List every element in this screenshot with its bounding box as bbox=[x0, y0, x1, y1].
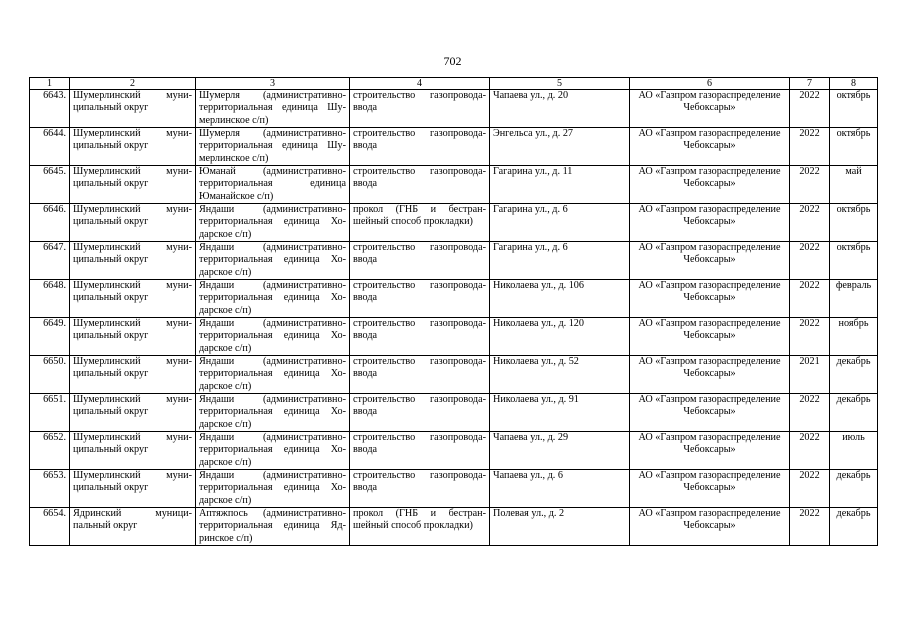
month-cell: декабрь bbox=[830, 470, 878, 508]
row-number: 6650. bbox=[30, 356, 70, 394]
year-cell: 2022 bbox=[790, 470, 830, 508]
work-type-cell: строительство газопровода-ввода bbox=[350, 318, 490, 356]
table-row bbox=[30, 356, 878, 394]
district-cell: Шумерлинский муни-ципальный округ bbox=[70, 242, 196, 280]
row-number: 6649. bbox=[30, 318, 70, 356]
settlement-cell: Шумерля (административно-территориальная единица Шу-мерлинское с/п) bbox=[196, 90, 350, 128]
work-type-cell: строительство газопровода-ввода bbox=[350, 166, 490, 204]
year-cell: 2021 bbox=[790, 356, 830, 394]
month-cell: октябрь bbox=[830, 90, 878, 128]
table-row bbox=[30, 128, 878, 166]
address-cell: Чапаева ул., д. 29 bbox=[490, 432, 630, 470]
district-cell: Шумерлинский муни-ципальный округ bbox=[70, 280, 196, 318]
organization-cell: АО «Газпром газораспределение Чебоксары» bbox=[630, 166, 790, 204]
table-row bbox=[30, 204, 878, 242]
organization-cell: АО «Газпром газораспределение Чебоксары» bbox=[630, 90, 790, 128]
column-number-header: 6 bbox=[630, 78, 790, 90]
month-cell: июль bbox=[830, 432, 878, 470]
organization-cell: АО «Газпром газораспределение Чебоксары» bbox=[630, 318, 790, 356]
column-number-header: 2 bbox=[70, 78, 196, 90]
table-row bbox=[30, 432, 878, 470]
year-cell: 2022 bbox=[790, 242, 830, 280]
register-table bbox=[29, 77, 878, 546]
organization-cell: АО «Газпром газораспределение Чебоксары» bbox=[630, 128, 790, 166]
month-cell: декабрь bbox=[830, 508, 878, 546]
year-cell: 2022 bbox=[790, 508, 830, 546]
row-number: 6652. bbox=[30, 432, 70, 470]
work-type-cell: строительство газопровода-ввода bbox=[350, 280, 490, 318]
month-cell: октябрь bbox=[830, 204, 878, 242]
work-type-cell: строительство газопровода-ввода bbox=[350, 394, 490, 432]
work-type-cell: прокол (ГНБ и бестран-шейный способ прокладки) bbox=[350, 204, 490, 242]
settlement-cell: Яндаши (административно-территориальная единица Хо-дарское с/п) bbox=[196, 394, 350, 432]
column-number-header: 3 bbox=[196, 78, 350, 90]
district-cell: Ядринский муници-пальный округ bbox=[70, 508, 196, 546]
row-number: 6647. bbox=[30, 242, 70, 280]
year-cell: 2022 bbox=[790, 128, 830, 166]
district-cell: Шумерлинский муни-ципальный округ bbox=[70, 128, 196, 166]
address-cell: Энгельса ул., д. 27 bbox=[490, 128, 630, 166]
work-type-cell: строительство газопровода-ввода bbox=[350, 128, 490, 166]
column-number-header: 1 bbox=[30, 78, 70, 90]
page-number: 702 bbox=[443, 54, 462, 68]
address-cell: Чапаева ул., д. 6 bbox=[490, 470, 630, 508]
district-cell: Шумерлинский муни-ципальный округ bbox=[70, 394, 196, 432]
settlement-cell: Яндаши (административно-территориальная единица Хо-дарское с/п) bbox=[196, 242, 350, 280]
column-number-header: 7 bbox=[790, 78, 830, 90]
address-cell: Гагарина ул., д. 11 bbox=[490, 166, 630, 204]
year-cell: 2022 bbox=[790, 204, 830, 242]
address-cell: Гагарина ул., д. 6 bbox=[490, 204, 630, 242]
month-cell: октябрь bbox=[830, 128, 878, 166]
table-row bbox=[30, 318, 878, 356]
address-cell: Николаева ул., д. 52 bbox=[490, 356, 630, 394]
column-number-header: 8 bbox=[830, 78, 878, 90]
address-cell: Николаева ул., д. 106 bbox=[490, 280, 630, 318]
address-cell: Полевая ул., д. 2 bbox=[490, 508, 630, 546]
organization-cell: АО «Газпром газораспределение Чебоксары» bbox=[630, 432, 790, 470]
year-cell: 2022 bbox=[790, 432, 830, 470]
district-cell: Шумерлинский муни-ципальный округ bbox=[70, 318, 196, 356]
settlement-cell: Юманай (административно-территориальная единица Юманайское с/п) bbox=[196, 166, 350, 204]
address-cell: Гагарина ул., д. 6 bbox=[490, 242, 630, 280]
column-number-header: 5 bbox=[490, 78, 630, 90]
row-number: 6643. bbox=[30, 90, 70, 128]
settlement-cell: Яндаши (административно-территориальная единица Хо-дарское с/п) bbox=[196, 432, 350, 470]
table-body bbox=[30, 90, 878, 546]
district-cell: Шумерлинский муни-ципальный округ bbox=[70, 356, 196, 394]
address-cell: Николаева ул., д. 91 bbox=[490, 394, 630, 432]
address-cell: Чапаева ул., д. 20 bbox=[490, 90, 630, 128]
settlement-cell: Яндаши (административно-территориальная единица Хо-дарское с/п) bbox=[196, 356, 350, 394]
organization-cell: АО «Газпром газораспределение Чебоксары» bbox=[630, 356, 790, 394]
settlement-cell: Аптяжпось (административно-территориальная единица Яд-ринское с/п) bbox=[196, 508, 350, 546]
month-cell: ноябрь bbox=[830, 318, 878, 356]
district-cell: Шумерлинский муни-ципальный округ bbox=[70, 90, 196, 128]
settlement-cell: Яндаши (административно-территориальная единица Хо-дарское с/п) bbox=[196, 470, 350, 508]
organization-cell: АО «Газпром газораспределение Чебоксары» bbox=[630, 394, 790, 432]
month-cell: октябрь bbox=[830, 242, 878, 280]
row-number: 6645. bbox=[30, 166, 70, 204]
column-number-header: 4 bbox=[350, 78, 490, 90]
organization-cell: АО «Газпром газораспределение Чебоксары» bbox=[630, 470, 790, 508]
work-type-cell: строительство газопровода-ввода bbox=[350, 470, 490, 508]
table-row bbox=[30, 242, 878, 280]
district-cell: Шумерлинский муни-ципальный округ bbox=[70, 166, 196, 204]
column-number-row bbox=[30, 78, 878, 90]
organization-cell: АО «Газпром газораспределение Чебоксары» bbox=[630, 204, 790, 242]
organization-cell: АО «Газпром газораспределение Чебоксары» bbox=[630, 242, 790, 280]
table-row bbox=[30, 394, 878, 432]
settlement-cell: Яндаши (административно-территориальная единица Хо-дарское с/п) bbox=[196, 318, 350, 356]
address-cell: Николаева ул., д. 120 bbox=[490, 318, 630, 356]
table-row bbox=[30, 90, 878, 128]
settlement-cell: Шумерля (административно-территориальная единица Шу-мерлинское с/п) bbox=[196, 128, 350, 166]
month-cell: май bbox=[830, 166, 878, 204]
organization-cell: АО «Газпром газораспределение Чебоксары» bbox=[630, 280, 790, 318]
work-type-cell: строительство газопровода-ввода bbox=[350, 242, 490, 280]
year-cell: 2022 bbox=[790, 394, 830, 432]
month-cell: февраль bbox=[830, 280, 878, 318]
district-cell: Шумерлинский муни-ципальный округ bbox=[70, 432, 196, 470]
district-cell: Шумерлинский муни-ципальный округ bbox=[70, 470, 196, 508]
month-cell: декабрь bbox=[830, 356, 878, 394]
district-cell: Шумерлинский муни-ципальный округ bbox=[70, 204, 196, 242]
table-row bbox=[30, 280, 878, 318]
row-number: 6654. bbox=[30, 508, 70, 546]
table-row bbox=[30, 166, 878, 204]
row-number: 6653. bbox=[30, 470, 70, 508]
work-type-cell: строительство газопровода-ввода bbox=[350, 90, 490, 128]
row-number: 6651. bbox=[30, 394, 70, 432]
work-type-cell: строительство газопровода-ввода bbox=[350, 356, 490, 394]
row-number: 6648. bbox=[30, 280, 70, 318]
settlement-cell: Яндаши (административно-территориальная единица Хо-дарское с/п) bbox=[196, 204, 350, 242]
year-cell: 2022 bbox=[790, 318, 830, 356]
work-type-cell: строительство газопровода-ввода bbox=[350, 432, 490, 470]
settlement-cell: Яндаши (административно-территориальная единица Хо-дарское с/п) bbox=[196, 280, 350, 318]
month-cell: декабрь bbox=[830, 394, 878, 432]
row-number: 6644. bbox=[30, 128, 70, 166]
table-row bbox=[30, 508, 878, 546]
year-cell: 2022 bbox=[790, 280, 830, 318]
row-number: 6646. bbox=[30, 204, 70, 242]
organization-cell: АО «Газпром газораспределение Чебоксары» bbox=[630, 508, 790, 546]
year-cell: 2022 bbox=[790, 90, 830, 128]
table-row bbox=[30, 470, 878, 508]
work-type-cell: прокол (ГНБ и бестран-шейный способ прокладки) bbox=[350, 508, 490, 546]
year-cell: 2022 bbox=[790, 166, 830, 204]
